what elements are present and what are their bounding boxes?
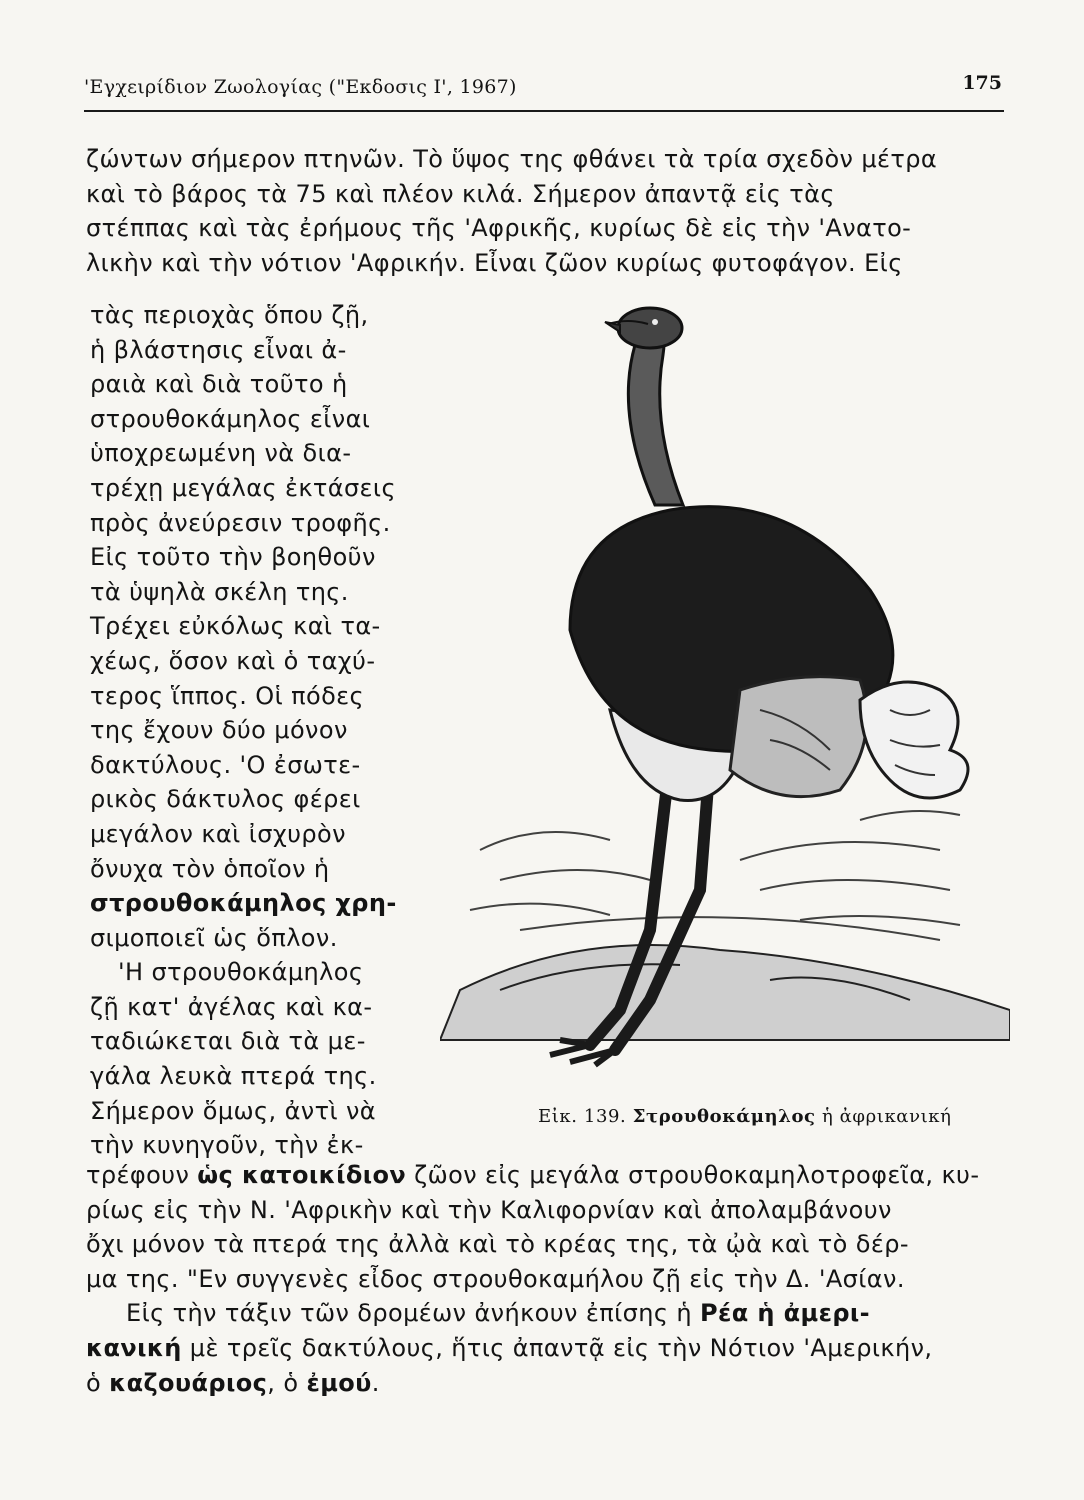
bold-run: καζουάριος <box>109 1368 268 1397</box>
text-run: ζῶον εἰς μεγάλα στρουθοκαμηλοτροφεῖα, κυ- <box>406 1161 980 1189</box>
text-run: Εἰς τὴν τάξιν τῶν δρομέων ἀνήκουν ἐπίσης ἡ <box>126 1299 700 1328</box>
text-line: ταδιώκεται διὰ τὰ με- <box>90 1027 366 1056</box>
caption-label: Εἰκ. 139. <box>538 1106 627 1127</box>
text-run: , ὁ <box>267 1368 307 1397</box>
left-column-text <box>90 298 420 1163</box>
top-paragraph <box>86 142 1006 280</box>
text-line: μα της. "Εν συγγενὲς εἶδος στρουθοκαμήλου ζῇ εἰς τὴν Δ. 'Ασίαν. <box>86 1264 905 1293</box>
caption-bold: Στρουθοκάμηλος <box>632 1106 816 1127</box>
text-line: καὶ τὸ βάρος τὰ 75 καὶ πλέον κιλά. Σήμερον ἀπαντᾷ εἰς τὰς <box>86 179 835 208</box>
caption-rest: ἡ ἀφρικανική <box>821 1106 952 1127</box>
text-line <box>86 1331 1006 1366</box>
text-line: ζῇ κατ' ἀγέλας καὶ κα- <box>90 992 373 1021</box>
text-line: ὄνυχα τὸν ὁποῖον ἡ <box>90 854 330 883</box>
ostrich-engraving <box>440 290 1010 1090</box>
text-line: Εἰς τοῦτο τὴν βοηθοῦν <box>90 543 376 572</box>
text-line: ἡ βλάστησις εἶναι ἀ- <box>90 335 347 364</box>
text-line: ζώντων σήμερον πτηνῶν. Τὸ ὕψος της φθάνει τὰ τρία σχεδὸν μέτρα <box>86 145 938 173</box>
page-number: 175 <box>962 72 1002 94</box>
text-line: 'Η στρουθοκάμηλος <box>118 958 364 987</box>
running-head <box>84 68 1004 112</box>
text-line <box>86 1158 1006 1193</box>
text-run: ὁ <box>86 1368 110 1397</box>
text-line: τερος ἵππος. Οἱ πόδες <box>90 681 365 710</box>
text-line: μεγάλον καὶ ἰσχυρὸν <box>90 819 346 848</box>
text-line: ρικὸς δάκτυλος φέρει <box>90 785 361 814</box>
text-line <box>86 1366 1006 1401</box>
text-line: πρὸς ἀνεύρεσιν τροφῆς. <box>90 508 391 537</box>
text-line: τὰς περιοχὰς ὅπου ζῇ, <box>90 301 369 329</box>
text-line: στέππας καὶ τὰς ἐρήμους τῆς 'Αφρικῆς, κυρίως δὲ εἰς τὴν 'Ανατο- <box>86 214 912 243</box>
bottom-paragraph <box>86 1158 1006 1400</box>
ostrich-illustration <box>440 290 1010 1090</box>
text-line: τρέχῃ μεγάλας ἐκτάσεις <box>90 473 396 502</box>
text-line: λικὴν καὶ τὴν νότιον 'Αφρικήν. Εἶναι ζῶον κυρίως φυτοφάγον. Εἰς <box>86 248 903 277</box>
bold-run: κανική <box>86 1333 182 1362</box>
text-line: ραιὰ καὶ διὰ τοῦτο ἡ <box>90 370 348 399</box>
text-line: Τρέχει εὐκόλως καὶ τα- <box>90 612 381 641</box>
figure-caption <box>538 1106 998 1127</box>
text-line <box>86 1296 1006 1331</box>
text-line: ρίως εἰς τὴν Ν. 'Αφρικὴν καὶ τὴν Καλιφορνίαν καὶ ἀπολαμβάνουν <box>86 1195 892 1224</box>
bold-run: ὡς κατοικίδιον <box>197 1161 407 1189</box>
text-run: μὲ τρεῖς δακτύλους, ἥτις ἀπαντᾷ εἰς τὴν Νότιον 'Αμερικήν, <box>181 1333 933 1362</box>
text-run: . <box>371 1368 380 1397</box>
text-line: σιμοποιεῖ ὡς ὅπλον. <box>90 923 338 952</box>
bold-run: Ρέα ἡ ἀμερι- <box>699 1299 871 1328</box>
text-line: χέως, ὅσον καὶ ὁ ταχύ- <box>90 646 376 675</box>
text-line: τὴν κυνηγοῦν, τὴν ἐκ- <box>90 1131 364 1160</box>
text-line: στρουθοκάμηλος εἶναι <box>90 404 371 433</box>
running-title: 'Εγχειρίδιον Ζωολογίας ("Εκδοσις Ι', 1967) <box>84 76 517 98</box>
text-line: στρουθοκάμηλος χρη- <box>90 889 397 918</box>
text-line: ὑποχρεωμένη νὰ δια- <box>90 439 352 468</box>
text-line: Σήμερον ὅμως, ἀντὶ νὰ <box>90 1096 377 1125</box>
text-run: τρέφουν <box>86 1161 198 1189</box>
text-line: τὰ ὑψηλὰ σκέλη της. <box>90 577 349 606</box>
bold-run: ἐμού <box>306 1368 372 1397</box>
text-line: γάλα λευκὰ πτερά της. <box>90 1062 377 1091</box>
text-line: δακτύλους. 'Ο ἐσωτε- <box>90 750 361 779</box>
text-line: της ἔχουν δύο μόνον <box>90 716 348 745</box>
text-line: ὄχι μόνον τὰ πτερά της ἀλλὰ καὶ τὸ κρέας της, τὰ ᾠὰ καὶ τὸ δέρ- <box>86 1230 909 1259</box>
